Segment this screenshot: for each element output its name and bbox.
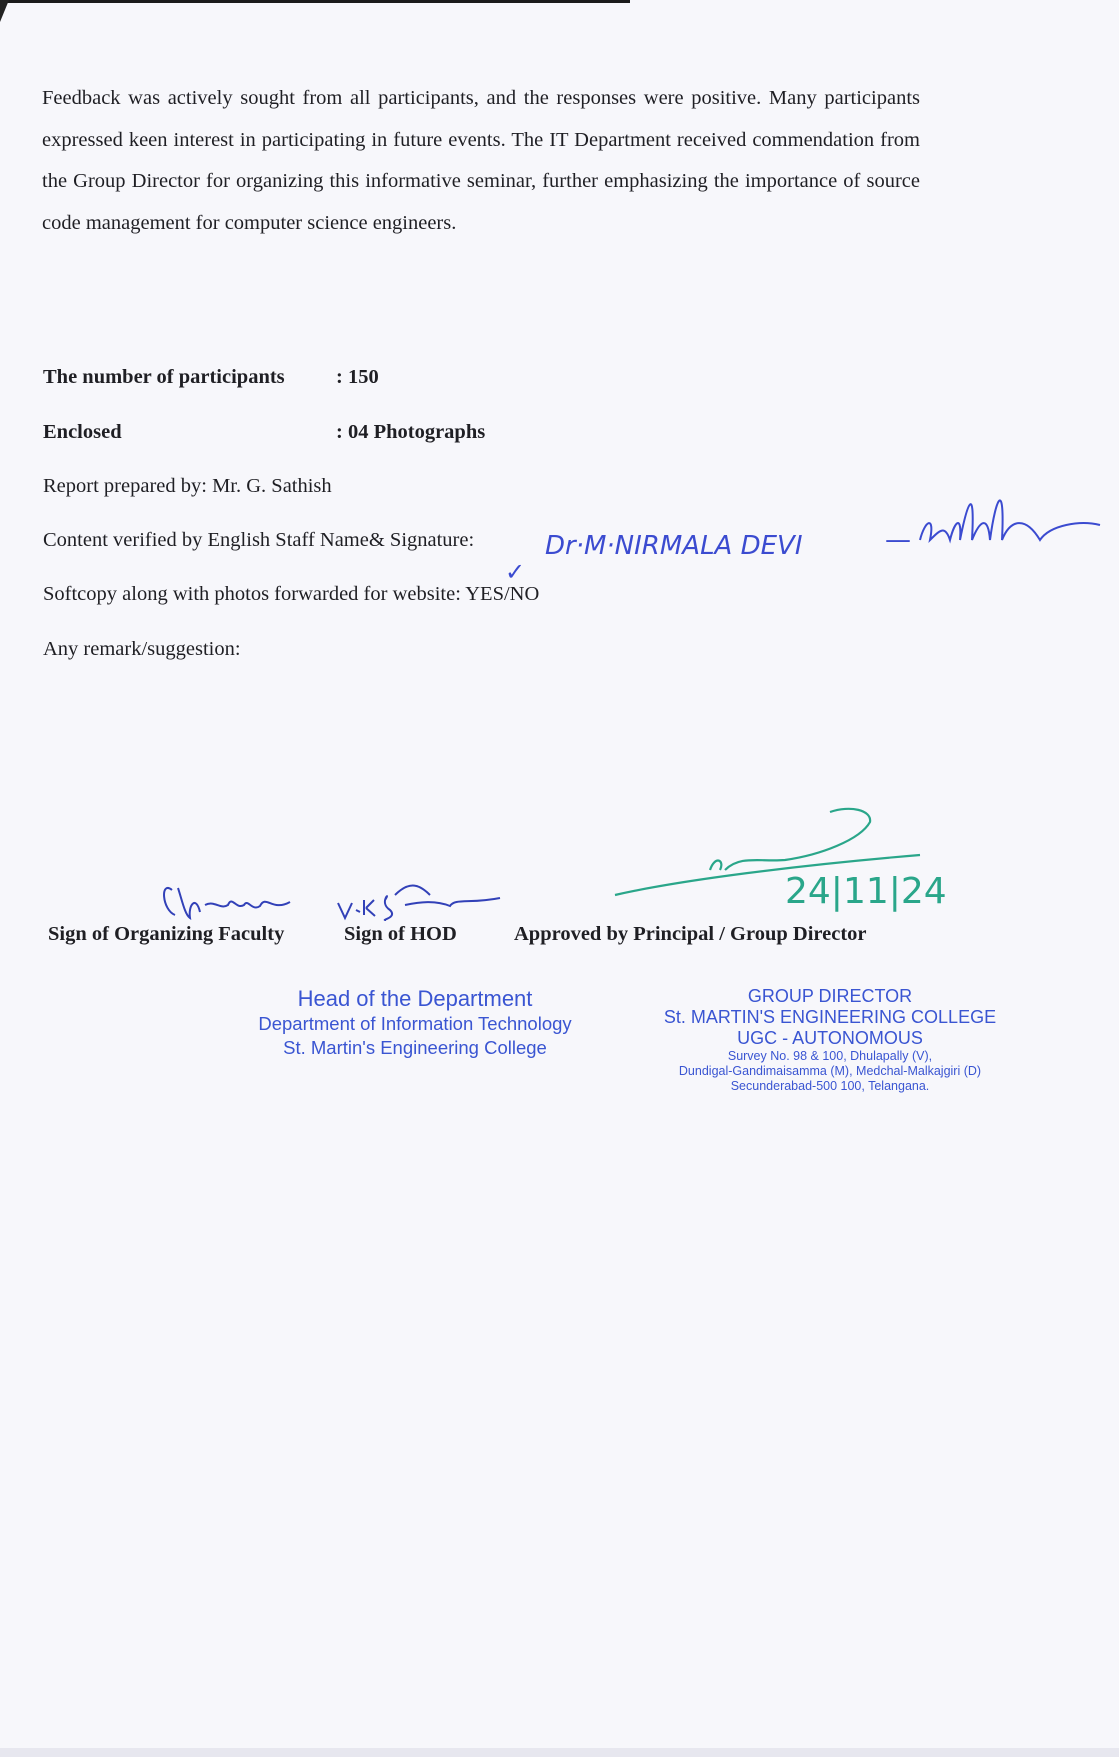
- hod-stamp-title: Head of the Department: [297, 986, 533, 1011]
- enclosed-label: Enclosed: [43, 421, 122, 443]
- hod-sign-label: Sign of HOD: [344, 923, 457, 945]
- group-director-stamp: [640, 986, 1020, 1094]
- remark-suggestion: Any remark/suggestion:: [43, 638, 241, 660]
- softcopy-forwarded: Softcopy along with photos forwarded for website: YES/NO: [43, 583, 540, 605]
- gd-stamp-autonomous: UGC - AUTONOMOUS: [737, 1028, 923, 1048]
- verifier-handwritten-name: Dr·M·NIRMALA DEVI: [545, 531, 803, 561]
- hod-stamp: [225, 986, 605, 1060]
- gd-stamp-college: St. MARTIN'S ENGINEERING COLLEGE: [663, 1007, 997, 1027]
- scan-top-edge: [0, 0, 630, 3]
- participants-value: : 150: [336, 366, 379, 388]
- tick-mark: ✓: [505, 558, 526, 586]
- principal-signature: [615, 809, 920, 895]
- feedback-paragraph: Feedback was actively sought from all participants, and the responses were positive. Many participants expressed keen interest in participating in future events. The IT Department received commendation from the Group Director for organizing this informative seminar, further emphasizing the importance of source code management for computer science engineers.: [42, 87, 920, 234]
- prepared-by: Report prepared by: Mr. G. Sathish: [43, 475, 332, 497]
- verified-by: Content verified by English Staff Name& Signature:: [43, 529, 475, 551]
- gd-stamp-address-2: Dundigal-Gandimaisamma (M), Medchal-Malkajgiri (D): [678, 1064, 982, 1078]
- enclosed-value: : 04 Photographs: [336, 421, 486, 443]
- hod-signature: [338, 886, 500, 920]
- principal-handwritten-date: 24|11|24: [785, 871, 947, 912]
- participants-label: The number of participants: [43, 366, 285, 388]
- gd-stamp-title: GROUP DIRECTOR: [747, 986, 913, 1006]
- scan-corner-mark: [0, 0, 9, 22]
- principal-sign-label: Approved by Principal / Group Director: [514, 923, 867, 945]
- hod-stamp-department: Department of Information Technology: [258, 1013, 572, 1034]
- verifier-dash: —: [885, 525, 911, 555]
- hod-stamp-college: St. Martin's Engineering College: [283, 1037, 547, 1058]
- faculty-signature: [164, 888, 290, 918]
- gd-stamp-address-1: Survey No. 98 & 100, Dhulapally (V),: [727, 1049, 933, 1063]
- verifier-signature: [920, 500, 1100, 540]
- faculty-sign-label: Sign of Organizing Faculty: [48, 923, 285, 945]
- gd-stamp-address-3: Secunderabad-500 100, Telangana.: [730, 1079, 930, 1093]
- scan-bottom-edge: [0, 1748, 1119, 1757]
